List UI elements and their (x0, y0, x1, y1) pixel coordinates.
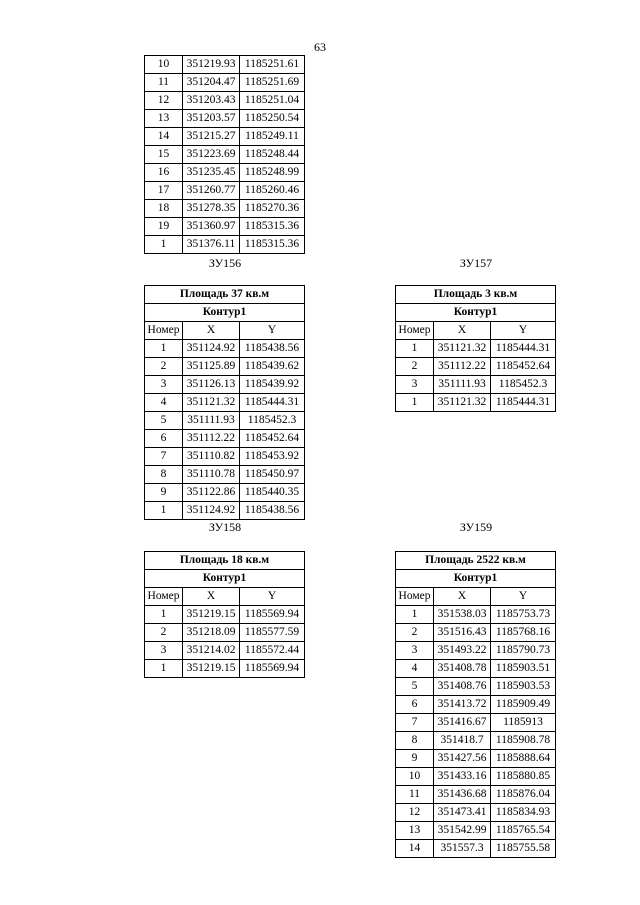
table-row (145, 110, 305, 128)
y-coordinate-cell: 1185444.31 (491, 394, 556, 412)
table-row (145, 146, 305, 164)
table-row (145, 92, 305, 110)
y-coordinate-cell: 1185438.56 (240, 502, 305, 520)
y-coordinate-cell: 1185755.58 (491, 840, 556, 858)
plot-caption: ЗУ156 (208, 256, 242, 270)
point-number-cell: 3 (396, 376, 434, 394)
y-coordinate-cell: 1185876.04 (491, 786, 556, 804)
y-coordinate-cell: 1185908.78 (491, 732, 556, 750)
table-row (145, 502, 305, 520)
table-row (396, 624, 556, 642)
table-row (145, 200, 305, 218)
table-row (396, 340, 556, 358)
y-coordinate-cell: 1185439.92 (240, 376, 305, 394)
y-coordinate-cell: 1185439.62 (240, 358, 305, 376)
y-coordinate-cell: 1185453.92 (240, 448, 305, 466)
x-coordinate-cell: 351121.32 (434, 340, 491, 358)
table-row (396, 696, 556, 714)
x-coordinate-cell: 351557.3 (434, 840, 491, 858)
x-coordinate-cell: 351124.92 (183, 340, 240, 358)
table-row (396, 394, 556, 412)
plot-area-heading: Площадь 18 кв.м (145, 552, 305, 570)
x-coordinate-cell: 351436.68 (434, 786, 491, 804)
y-coordinate-cell: 1185248.44 (240, 146, 305, 164)
x-coordinate-cell: 351416.67 (434, 714, 491, 732)
point-number-cell: 12 (396, 804, 434, 822)
table-row (145, 642, 305, 660)
x-coordinate-cell: 351473.41 (434, 804, 491, 822)
x-coordinate-cell: 351408.78 (434, 660, 491, 678)
table-row (145, 182, 305, 200)
table-row (396, 750, 556, 768)
y-coordinate-cell: 1185251.61 (240, 56, 305, 74)
x-coordinate-cell: 351493.22 (434, 642, 491, 660)
table-row (145, 466, 305, 484)
point-number-cell: 11 (145, 74, 183, 92)
y-coordinate-cell: 1185270.36 (240, 200, 305, 218)
point-number-cell: 10 (396, 768, 434, 786)
table-row (145, 448, 305, 466)
column-header-y: Y (240, 322, 305, 340)
point-number-cell: 5 (396, 678, 434, 696)
plot-table-zu159 (395, 551, 556, 858)
table-row (396, 376, 556, 394)
point-number-cell: 1 (396, 340, 434, 358)
y-coordinate-cell: 1185572.44 (240, 642, 305, 660)
x-coordinate-cell: 351111.93 (434, 376, 491, 394)
point-number-cell: 9 (145, 484, 183, 502)
table-row (145, 218, 305, 236)
table-row (145, 660, 305, 678)
x-coordinate-cell: 351203.43 (183, 92, 240, 110)
point-number-cell: 10 (145, 56, 183, 74)
y-coordinate-cell: 1185913 (491, 714, 556, 732)
x-coordinate-cell: 351418.7 (434, 732, 491, 750)
column-header-number: Номер (396, 322, 434, 340)
plot-caption: ЗУ157 (459, 256, 493, 270)
y-coordinate-cell: 1185315.36 (240, 236, 305, 254)
point-number-cell: 3 (396, 642, 434, 660)
x-coordinate-cell: 351278.35 (183, 200, 240, 218)
x-coordinate-cell: 351538.03 (434, 606, 491, 624)
y-coordinate-cell: 1185315.36 (240, 218, 305, 236)
point-number-cell: 4 (145, 394, 183, 412)
y-coordinate-cell: 1185250.54 (240, 110, 305, 128)
table-row (396, 642, 556, 660)
y-coordinate-cell: 1185768.16 (491, 624, 556, 642)
plot-table-zu157 (395, 285, 556, 412)
plot-area-heading: Площадь 37 кв.м (145, 286, 305, 304)
x-coordinate-cell: 351122.86 (183, 484, 240, 502)
y-coordinate-cell: 1185880.85 (491, 768, 556, 786)
plot-contour-heading: Контур1 (396, 570, 556, 588)
point-number-cell: 9 (396, 750, 434, 768)
point-number-cell: 3 (145, 376, 183, 394)
point-number-cell: 1 (145, 606, 183, 624)
plot-area-heading: Площадь 2522 кв.м (396, 552, 556, 570)
x-coordinate-cell: 351214.02 (183, 642, 240, 660)
column-header-number: Номер (145, 322, 183, 340)
x-coordinate-cell: 351219.93 (183, 56, 240, 74)
point-number-cell: 8 (396, 732, 434, 750)
y-coordinate-cell: 1185444.31 (491, 340, 556, 358)
y-coordinate-cell: 1185444.31 (240, 394, 305, 412)
table-row (396, 714, 556, 732)
column-header-x: X (183, 322, 240, 340)
point-number-cell: 6 (396, 696, 434, 714)
x-coordinate-cell: 351121.32 (183, 394, 240, 412)
page-number: 63 (314, 40, 326, 54)
point-number-cell: 11 (396, 786, 434, 804)
x-coordinate-cell: 351219.15 (183, 606, 240, 624)
point-number-cell: 2 (396, 624, 434, 642)
x-coordinate-cell: 351235.45 (183, 164, 240, 182)
point-number-cell: 3 (145, 642, 183, 660)
plot-caption: ЗУ158 (208, 520, 242, 534)
point-number-cell: 14 (145, 128, 183, 146)
table-row (396, 804, 556, 822)
table-row (145, 56, 305, 74)
point-number-cell: 18 (145, 200, 183, 218)
x-coordinate-cell: 351204.47 (183, 74, 240, 92)
point-number-cell: 1 (145, 502, 183, 520)
y-coordinate-cell: 1185909.49 (491, 696, 556, 714)
column-header-y: Y (491, 588, 556, 606)
column-header-x: X (434, 322, 491, 340)
y-coordinate-cell: 1185452.64 (240, 430, 305, 448)
plot-contour-heading: Контур1 (145, 304, 305, 322)
table-row (145, 74, 305, 92)
table-row (145, 236, 305, 254)
point-number-cell: 8 (145, 466, 183, 484)
point-number-cell: 1 (145, 660, 183, 678)
point-number-cell: 13 (396, 822, 434, 840)
coordinates-table-continuation (144, 55, 305, 254)
x-coordinate-cell: 351413.72 (434, 696, 491, 714)
x-coordinate-cell: 351427.56 (434, 750, 491, 768)
plot-contour-heading: Контур1 (145, 570, 305, 588)
x-coordinate-cell: 351111.93 (183, 412, 240, 430)
plot-caption: ЗУ159 (459, 520, 493, 534)
point-number-cell: 19 (145, 218, 183, 236)
column-header-x: X (183, 588, 240, 606)
table-row (396, 732, 556, 750)
x-coordinate-cell: 351125.89 (183, 358, 240, 376)
y-coordinate-cell: 1185438.56 (240, 340, 305, 358)
plot-contour-heading: Контур1 (396, 304, 556, 322)
table-row (396, 768, 556, 786)
point-number-cell: 13 (145, 110, 183, 128)
table-row (396, 358, 556, 376)
table-row (396, 840, 556, 858)
plot-table-zu158 (144, 551, 305, 678)
x-coordinate-cell: 351433.16 (434, 768, 491, 786)
x-coordinate-cell: 351260.77 (183, 182, 240, 200)
y-coordinate-cell: 1185569.94 (240, 660, 305, 678)
y-coordinate-cell: 1185251.04 (240, 92, 305, 110)
y-coordinate-cell: 1185834.93 (491, 804, 556, 822)
point-number-cell: 15 (145, 146, 183, 164)
table-row (145, 340, 305, 358)
x-coordinate-cell: 351112.22 (183, 430, 240, 448)
table-row (396, 822, 556, 840)
x-coordinate-cell: 351124.92 (183, 502, 240, 520)
plot-area-heading: Площадь 3 кв.м (396, 286, 556, 304)
point-number-cell: 6 (145, 430, 183, 448)
x-coordinate-cell: 351110.78 (183, 466, 240, 484)
y-coordinate-cell: 1185260.46 (240, 182, 305, 200)
point-number-cell: 1 (145, 236, 183, 254)
y-coordinate-cell: 1185450.97 (240, 466, 305, 484)
x-coordinate-cell: 351215.27 (183, 128, 240, 146)
y-coordinate-cell: 1185452.3 (240, 412, 305, 430)
point-number-cell: 1 (145, 340, 183, 358)
y-coordinate-cell: 1185903.53 (491, 678, 556, 696)
point-number-cell: 17 (145, 182, 183, 200)
table-row (396, 786, 556, 804)
table-row (145, 624, 305, 642)
x-coordinate-cell: 351376.11 (183, 236, 240, 254)
y-coordinate-cell: 1185765.54 (491, 822, 556, 840)
table-row (145, 430, 305, 448)
table-row (145, 164, 305, 182)
x-coordinate-cell: 351112.22 (434, 358, 491, 376)
column-header-x: X (434, 588, 491, 606)
column-header-y: Y (491, 322, 556, 340)
x-coordinate-cell: 351110.82 (183, 448, 240, 466)
x-coordinate-cell: 351360.97 (183, 218, 240, 236)
y-coordinate-cell: 1185790.73 (491, 642, 556, 660)
table-row (145, 606, 305, 624)
x-coordinate-cell: 351223.69 (183, 146, 240, 164)
table-row (145, 484, 305, 502)
point-number-cell: 12 (145, 92, 183, 110)
y-coordinate-cell: 1185569.94 (240, 606, 305, 624)
y-coordinate-cell: 1185248.99 (240, 164, 305, 182)
table-row (396, 660, 556, 678)
column-header-y: Y (240, 588, 305, 606)
point-number-cell: 2 (145, 358, 183, 376)
x-coordinate-cell: 351542.99 (434, 822, 491, 840)
y-coordinate-cell: 1185753.73 (491, 606, 556, 624)
table-row (145, 376, 305, 394)
y-coordinate-cell: 1185440.35 (240, 484, 305, 502)
y-coordinate-cell: 1185452.64 (491, 358, 556, 376)
x-coordinate-cell: 351516.43 (434, 624, 491, 642)
x-coordinate-cell: 351203.57 (183, 110, 240, 128)
y-coordinate-cell: 1185903.51 (491, 660, 556, 678)
y-coordinate-cell: 1185577.59 (240, 624, 305, 642)
x-coordinate-cell: 351121.32 (434, 394, 491, 412)
y-coordinate-cell: 1185249.11 (240, 128, 305, 146)
point-number-cell: 5 (145, 412, 183, 430)
point-number-cell: 2 (145, 624, 183, 642)
column-header-number: Номер (396, 588, 434, 606)
table-row (396, 678, 556, 696)
table-row (145, 412, 305, 430)
point-number-cell: 7 (145, 448, 183, 466)
point-number-cell: 14 (396, 840, 434, 858)
point-number-cell: 2 (396, 358, 434, 376)
column-header-number: Номер (145, 588, 183, 606)
x-coordinate-cell: 351126.13 (183, 376, 240, 394)
x-coordinate-cell: 351219.15 (183, 660, 240, 678)
table-row (145, 394, 305, 412)
table-row (145, 128, 305, 146)
y-coordinate-cell: 1185888.64 (491, 750, 556, 768)
point-number-cell: 1 (396, 394, 434, 412)
y-coordinate-cell: 1185251.69 (240, 74, 305, 92)
plot-table-zu156 (144, 285, 305, 520)
point-number-cell: 16 (145, 164, 183, 182)
x-coordinate-cell: 351218.09 (183, 624, 240, 642)
point-number-cell: 1 (396, 606, 434, 624)
y-coordinate-cell: 1185452.3 (491, 376, 556, 394)
point-number-cell: 7 (396, 714, 434, 732)
point-number-cell: 4 (396, 660, 434, 678)
table-row (396, 606, 556, 624)
table-row (145, 358, 305, 376)
x-coordinate-cell: 351408.76 (434, 678, 491, 696)
